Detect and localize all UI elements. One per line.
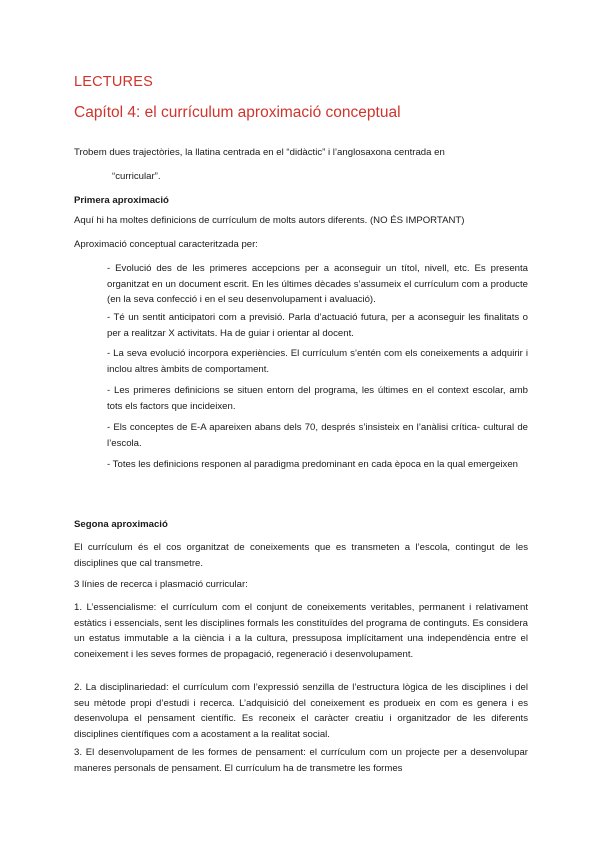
list-item: - Les primeres definicions se situen entorn del programa, les últimes en el context escolar, amb tots els factors que incideixen.: [107, 385, 528, 412]
second-approach-heading: Segona aproximació: [74, 519, 168, 530]
research-line-2: 2. La disciplinariedad: el currículum com l’expressió senzilla de l’estructura lògica de les disciplines i del seu mètode propi d’estudi i recerca. L’adquisició del coneixement es produeix en com es genera i es desenvolupa el pensament científic. Es reconeix el caràcter creatiu i organitzador de les diferents disciplines científiques com a acostament a la realitat social.: [74, 682, 528, 740]
second-approach-text: El currículum és el cos organitzat de coneixements que es transmeten a l’escola, contingut de les disciplines que cal transmetre.: [74, 542, 528, 569]
intro-line-2: “curricular”.: [112, 171, 161, 182]
list-item: - Totes les definicions responen al paradigma predominant en cada època en la qual emergeixen: [107, 459, 519, 470]
research-line-1: 1. L’essencialisme: el currículum com el conjunt de coneixements veritables, permanent i relativament estàtics i essencials, sent les disciplines formals les constituïdes del programa de continguts. Es considera un estatus immutable a la ciència i a la cultura, pressuposa implícitament una independència entre el coneixement i les seves formes de propagació, regeneració i desenvolupament.: [74, 602, 528, 660]
section-title: LECTURES: [74, 74, 153, 90]
list-item: - Els conceptes de E-A apareixen abans dels 70, després s’insisteix en l’anàlisi crítica- cultural de l’escola.: [107, 422, 528, 449]
list-item: - La seva evolució incorpora experiències. El currículum s’entén com els coneixements a adquirir i inclou altres àmbits de comportament.: [107, 348, 528, 375]
first-approach-text: Aquí hi ha moltes definicions de currículum de molts autors diferents. (NO ÉS IMPORTANT): [74, 215, 465, 226]
research-line-3: 3. El desenvolupament de les formes de pensament: el currículum com un projecte per a desenvolupar maneres personals de pensament. El currículum ha de transmetre les formes: [74, 747, 528, 774]
second-approach-lines-intro: 3 línies de recerca i plasmació curricular:: [74, 579, 248, 590]
list-item: - Té un sentit anticipatori com a previsió. Parla d’actuació futura, per a aconseguir les finalitats o per a realitzar X activitats. Ha de guiar i orientar al docent.: [107, 312, 528, 339]
intro-line-1: Trobem dues trajectòries, la llatina centrada en el “didàctic” i l’anglosaxona centrada en: [74, 147, 445, 158]
first-approach-heading: Primera aproximació: [74, 195, 169, 206]
list-item: - Evolució des de les primeres accepcions per a aconseguir un títol, nivell, etc. Es presenta organitzat en un document escrit. En les últimes dècades s’assumeix el currículum com a producte (en la seva confecció i en el seu desenvolupament i avaluació).: [107, 263, 528, 306]
first-approach-list-intro: Aproximació conceptual caracteritzada per:: [74, 239, 258, 250]
chapter-title: Capítol 4: el currículum aproximació conceptual: [74, 104, 401, 121]
